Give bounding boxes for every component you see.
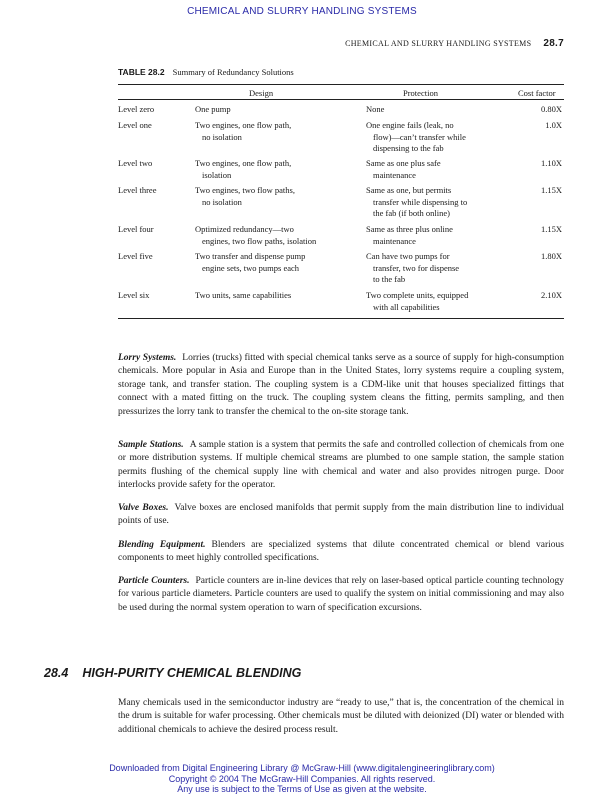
protection-line: to the fab xyxy=(373,274,406,284)
table-row-cost: 2.10X xyxy=(540,290,562,300)
protection-line: the fab (if both online) xyxy=(373,208,450,218)
table-header-rule xyxy=(118,99,564,100)
table-row-design xyxy=(195,104,231,116)
protection-line: Same as three plus online xyxy=(366,224,453,234)
paragraph-lorry-systems xyxy=(118,352,564,419)
footer-terms: Any use is subject to the Terms of Use as given at the website. xyxy=(177,784,427,794)
lorry-heading: Lorry Systems. xyxy=(118,353,177,363)
footer-download-link[interactable]: Downloaded from Digital Engineering Library @ McGraw-Hill (www.digitalengineeringlibrary.com) xyxy=(109,763,495,773)
protection-line: with all capabilities xyxy=(373,301,440,312)
header-cost-factor: Cost factor xyxy=(518,88,556,98)
table-row-design xyxy=(195,120,291,143)
design-line: Two engines, one flow path, xyxy=(195,158,292,168)
blending-text: Blenders are specialized systems that dilute concentrated chemical or blend various components to meet highly controlled specifications. xyxy=(118,540,565,564)
lorry-text: Lorries (trucks) fitted with special chemical tanks serve as a source of supply for high-consumption chemicals. More popular in Asia and Europe than in the United States, lorry systems require a coupling system, storage tank, and transfer station. The coupling system is a CDM-like unit that houses specialized fittings that connect with a mated fitting on the truck. The coupling system cleans the fitting, permits sampling, and then pressurizes the lorry tank to transfer the chemical to the on-site storage tank. xyxy=(118,353,564,417)
design-line: Two transfer and dispense pump xyxy=(195,251,306,261)
table-top-rule xyxy=(118,84,564,85)
footer xyxy=(0,763,604,795)
sample-heading: Sample Stations. xyxy=(118,440,184,450)
design-line: engines, two flow paths, isolation xyxy=(202,235,317,246)
table-row-protection xyxy=(366,104,384,116)
table-row-cost: 1.80X xyxy=(540,251,562,261)
design-line: Two engines, one flow path, xyxy=(195,120,292,130)
section-heading xyxy=(44,666,301,680)
design-line: engine sets, two pumps each xyxy=(202,262,300,273)
table-row-protection xyxy=(366,224,453,247)
blending-heading: Blending Equipment. xyxy=(118,540,206,550)
paragraph-sample-stations xyxy=(118,439,564,493)
protection-line: transfer, two for dispense xyxy=(373,262,460,273)
running-head-title: CHEMICAL AND SLURRY HANDLING SYSTEMS xyxy=(345,39,532,48)
table-row-level: Level four xyxy=(118,224,154,234)
table-row-level: Level two xyxy=(118,158,153,168)
page-number: 28.7 xyxy=(543,38,564,49)
section-title: HIGH-PURITY CHEMICAL BLENDING xyxy=(82,666,302,680)
table-row-protection xyxy=(366,290,468,313)
paragraph-valve-boxes xyxy=(118,502,564,529)
protection-line: Can have two pumps for xyxy=(366,251,450,261)
table-row-design xyxy=(195,185,295,208)
header-design: Design xyxy=(249,88,274,98)
table-row-cost: 1.15X xyxy=(540,224,562,234)
table-caption xyxy=(118,67,294,77)
footer-copyright: Copyright © 2004 The McGraw-Hill Companies. All rights reserved. xyxy=(168,773,436,784)
table-row-level: Level six xyxy=(118,290,150,300)
table-row-cost: 1.0X xyxy=(545,120,562,130)
design-line: isolation xyxy=(202,169,232,180)
design-line: no isolation xyxy=(202,131,242,142)
section-number: 28.4 xyxy=(44,666,69,680)
design-line: no isolation xyxy=(202,196,242,207)
protection-line: flow)—can’t transfer while xyxy=(373,131,466,142)
valve-heading: Valve Boxes. xyxy=(118,503,169,513)
particle-text: Particle counters are in-line devices that rely on laser-based optical particle counting technology for various particle diameters. Particle counters are used to qualify the system on initial commissioning and may also be used during the normal system operation to warn of specification excursions. xyxy=(118,576,564,613)
top-banner: CHEMICAL AND SLURRY HANDLING SYSTEMS xyxy=(187,6,417,17)
header-protection: Protection xyxy=(403,88,438,98)
particle-heading: Particle Counters. xyxy=(118,576,190,586)
protection-line: Two complete units, equipped xyxy=(366,290,469,300)
protection-line: Same as one plus safe xyxy=(366,158,441,168)
paragraph-blending-equipment xyxy=(118,539,564,566)
paragraph-particle-counters xyxy=(118,575,564,615)
table-row-cost: 0.80X xyxy=(540,104,562,114)
table-caption-text: Summary of Redundancy Solutions xyxy=(172,67,294,77)
table-row-design xyxy=(195,158,291,181)
table-row-level: Level five xyxy=(118,251,153,261)
table-number: TABLE 28.2 xyxy=(118,67,165,77)
protection-line: One engine fails (leak, no xyxy=(366,120,454,130)
protection-line: dispensing to the fab xyxy=(373,143,444,153)
table-row-protection xyxy=(366,158,441,181)
table-row-level: Level three xyxy=(118,185,157,195)
design-line: One pump xyxy=(195,104,231,114)
design-line: Two engines, two flow paths, xyxy=(195,185,295,195)
design-line: Optimized redundancy—two xyxy=(195,224,294,234)
table-row-cost: 1.10X xyxy=(540,158,562,168)
table-row-level: Level one xyxy=(118,120,152,130)
sample-text: A sample station is a system that permits the safe and controlled collection of chemicals from one or more distribution systems. If multiple chemical streams are plumbed to one sample station, the sample station permits flushing of the chemical supply line with chemical and water and also provides nitrogen purge. Door interlocks provide safety for the operator. xyxy=(118,440,564,491)
protection-line: maintenance xyxy=(373,235,416,246)
table-bottom-rule xyxy=(118,318,564,319)
table-row-protection xyxy=(366,251,459,286)
table-row-protection xyxy=(366,120,466,155)
table-row-cost: 1.15X xyxy=(540,185,562,195)
table-row-design xyxy=(195,290,291,302)
table-row-design xyxy=(195,251,305,274)
table-row-protection xyxy=(366,185,467,220)
protection-line: None xyxy=(366,104,385,114)
running-head xyxy=(345,38,564,49)
valve-text: Valve boxes are enclosed manifolds that permit supply from the main distribution line to individual points of use. xyxy=(118,503,564,527)
table-row-design xyxy=(195,224,316,247)
protection-line: maintenance xyxy=(373,169,416,180)
section-intro-paragraph: Many chemicals used in the semiconductor industry are “ready to use,” that is, the concentration of the chemical in the drum is suitable for wafer processing. Other chemicals must be diluted with deionized (DI) water or blended with additional chemicals to achieve the desired process result. xyxy=(118,698,564,735)
table-row-level: Level zero xyxy=(118,104,155,114)
protection-line: Same as one, but permits xyxy=(366,185,452,195)
design-line: Two units, same capabilities xyxy=(195,290,292,300)
protection-line: transfer while dispensing to xyxy=(373,196,468,207)
